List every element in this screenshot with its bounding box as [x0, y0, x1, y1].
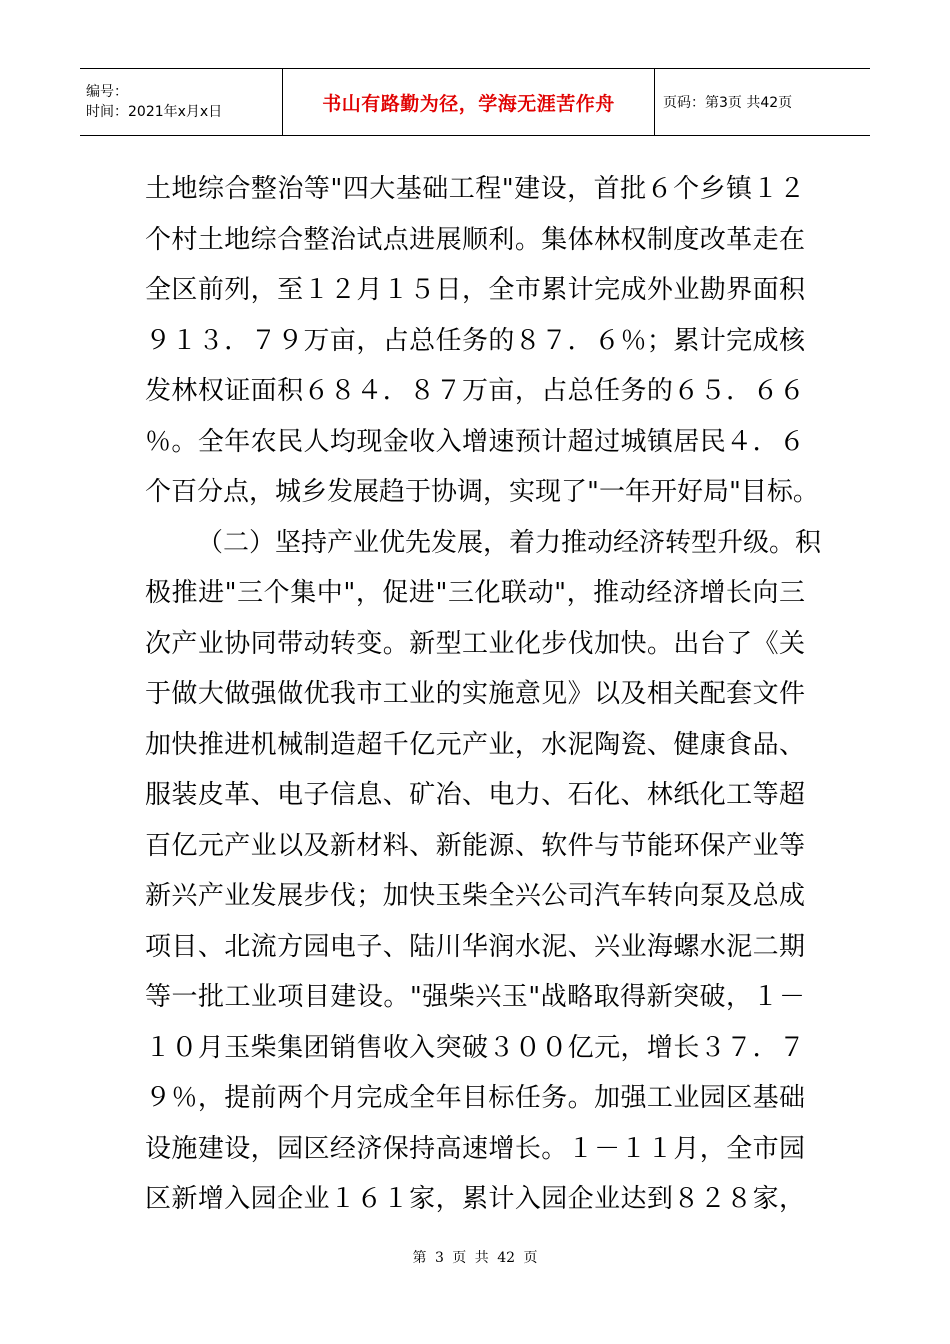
- text-line: ９１３．７９万亩，占总任务的８７．６％；累计完成核: [145, 325, 805, 356]
- header-page-cell: [655, 69, 870, 135]
- footer-page-number: 第 3 页 共 42 页: [412, 1250, 538, 1266]
- header-table: [80, 68, 870, 136]
- header-motto: 书山有路勤为径，学海无涯苦作舟: [322, 92, 615, 115]
- text-line: 新兴产业发展步伐；加快玉柴全兴公司汽车转向泵及总成: [145, 881, 805, 911]
- text-line: （二）坚持产业优先发展，着力推动经济转型升级。积: [197, 527, 822, 558]
- document-number-label: 编号：: [86, 84, 128, 100]
- text-line: 服装皮革、电子信息、矿冶、电力、石化、林纸化工等超: [145, 780, 805, 810]
- text-line: 个百分点，城乡发展趋于协调，实现了"一年开好局"目标。: [145, 477, 819, 507]
- page-footer: [0, 1247, 950, 1267]
- header-motto-cell: [283, 69, 655, 135]
- text-line: 土地综合整治等"四大基础工程"建设，首批６个乡镇１２: [145, 174, 805, 204]
- text-line: １０月玉柴集团销售收入突破３００亿元，增长３７．７: [145, 1032, 805, 1063]
- text-line: 加快推进机械制造超千亿元产业，水泥陶瓷、健康食品、: [145, 729, 805, 760]
- text-line: 设施建设，园区经济保持高速增长。１－１１月，全市园: [145, 1133, 805, 1164]
- document-time-label: 时间：2021年x月x日: [86, 104, 223, 120]
- text-line: 百亿元产业以及新材料、新能源、软件与节能环保产业等: [145, 830, 805, 861]
- header-meta-cell: [80, 69, 283, 135]
- text-line: 全区前列，至１２月１５日，全市累计完成外业勘界面积: [145, 275, 805, 305]
- text-line: ９％，提前两个月完成全年目标任务。加强工业园区基础: [145, 1083, 805, 1113]
- text-line: 区新增入园企业１６１家，累计入园企业达到８２８家，: [145, 1184, 805, 1214]
- text-line: ％。全年农民人均现金收入增速预计超过城镇居民４．６: [145, 426, 805, 457]
- text-line: 个村土地综合整治试点进展顺利。集体林权制度改革走在: [145, 224, 805, 255]
- document-body: [145, 164, 822, 1225]
- text-line: 极推进"三个集中"，促进"三化联动"，推动经济增长向三: [145, 578, 805, 608]
- header-page-info: 页码：第3页 共42页: [663, 95, 793, 111]
- text-line: 发林权证面积６８４．８７万亩，占总任务的６５．６６: [145, 376, 805, 406]
- text-line: 等一批工业项目建设。"强柴兴玉"战略取得新突破，１－: [145, 982, 805, 1012]
- text-line: 项目、北流方园电子、陆川华润水泥、兴业海螺水泥二期: [145, 931, 805, 962]
- text-line: 于做大做强做优我市工业的实施意见》以及相关配套文件: [145, 679, 805, 709]
- text-line: 次产业协同带动转变。新型工业化步伐加快。出台了《关: [145, 628, 805, 659]
